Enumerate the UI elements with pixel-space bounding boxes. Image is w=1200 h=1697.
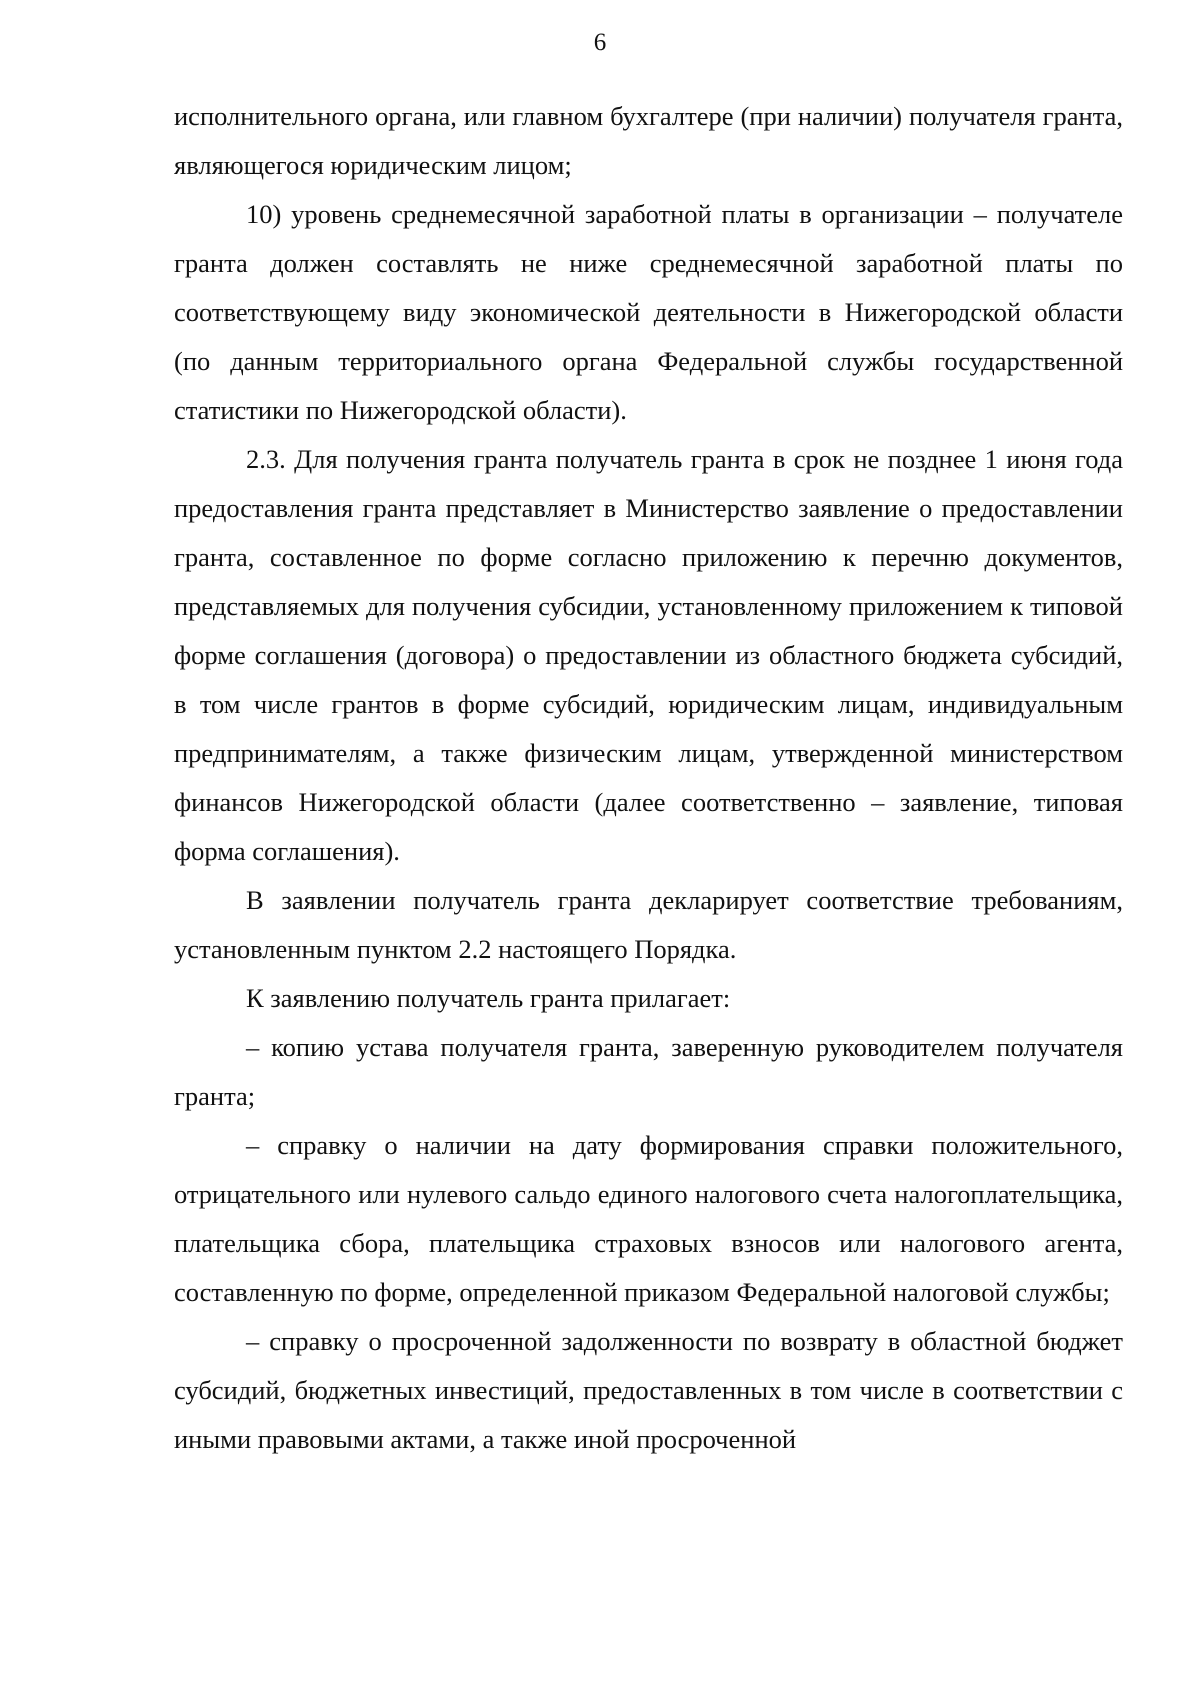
paragraph-declaration: В заявлении получатель гранта декларирует соответствие требованиям, установленным пунктом 2.2 настоящего Порядка. xyxy=(174,885,1123,964)
list-item-overdue-debt-certificate: – справку о просроченной задолженности по возврату в областной бюджет субсидий, бюджетных инвестиций, предоставленных в том числе в соответствии с иными правовыми актами, а также иной просроченной xyxy=(174,1326,1123,1454)
page-number: 6 xyxy=(593,29,607,56)
paragraph-attachments-intro: К заявлению получатель гранта прилагает: xyxy=(246,983,731,1013)
paragraph-clause-2-3: 2.3. Для получения гранта получатель гранта в срок не позднее 1 июня года предоставления гранта представляет в Министерство заявление о предоставлении гранта, составленное по форме согласно приложению к перечню документов, представляемых для получения субсидии, установленному приложением к типовой форме соглашения (договора) о предоставлении из областного бюджета субсидий, в том числе грантов в форме субсидий, юридическим лицам, индивидуальным предпринимателям, а также физическим лицам, утвержденной министерством финансов Нижегородской области (далее соответственно – заявление, типовая форма соглашения). xyxy=(174,444,1123,866)
paragraph-item-10: 10) уровень среднемесячной заработной платы в организации – получателе гранта должен составлять не ниже среднемесячной заработной платы по соответствующему виду экономической деятельности в Нижегородской области (по данным территориального органа Федеральной службы государственной статистики по Нижегородской области). xyxy=(174,199,1123,425)
list-item-charter-copy: – копию устава получателя гранта, заверенную руководителем получателя гранта; xyxy=(174,1032,1123,1111)
paragraph-continuation: исполнительного органа, или главном бухгалтере (при наличии) получателя гранта, являющегося юридическим лицом; xyxy=(174,101,1123,180)
list-item-tax-balance-certificate: – справку о наличии на дату формирования справки положительного, отрицательного или нулевого сальдо единого налогового счета налогоплательщика, плательщика сбора, плательщика страховых взносов или налогового агента, составленную по форме, определенной приказом Федеральной налоговой службы; xyxy=(174,1130,1123,1307)
document-body xyxy=(174,92,1123,1464)
